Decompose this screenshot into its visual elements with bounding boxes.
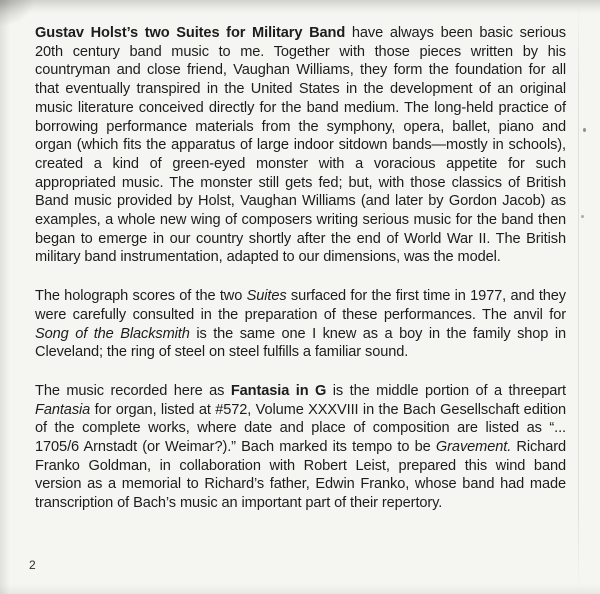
- page-edge-left-shadow: [0, 0, 10, 594]
- text-run-italic: Suites: [246, 288, 287, 305]
- text-run-italic: Gravement.: [435, 439, 512, 456]
- text-run-normal: The holograph scores of the two: [35, 288, 247, 305]
- page-corner-shadow: [0, 0, 34, 26]
- text-run-normal: The music recorded here as: [35, 382, 231, 399]
- text-run-normal: have always been basic serious 20th century band music to me. Together with those pieces written by his countryman and close friend, Vaughan Williams, they form the foundation for all that eventually transpired in the United States in the development of an original music literature conceived directly for the band medium. The long-held practice of borrowing performance materials from the symphony, opera, ballet, piano and organ (which fits the apparatus of large indoor sitdown bands—mostly in schools), created a kind of green-eyed monster with a voracious appetite for such appropriated music. The monster still gets fed; but, with those classics of British Band music provided by Holst, Vaughan Williams (and later by Gordon Jacob) as examples, a whole new wing of composers writing serious music for the band then began to emerge in our country shortly after the end of World War II. The British military band instrumentation, adapted to our dimensions, was the model.: [35, 25, 566, 266]
- text-run-italic: Fantasia: [35, 401, 91, 418]
- page-edge-bottom-shadow: [0, 584, 600, 594]
- paragraph-holograph-scores: [35, 287, 566, 362]
- text-run-normal: is the same one I knew as a boy in the family shop in Cleveland; the ring of steel on steel fulfills a familiar sound.: [35, 325, 567, 361]
- text-run-normal: for organ, listed at #572, Volume XXXVIII in the Bach Gesellschaft edition of the complete works, where date and place of composition are listed as “... 1705/6 Arnstadt (or Weimar?).” Bach marked its tempo to be: [35, 401, 566, 456]
- liner-notes-text: [35, 24, 566, 513]
- scan-speck: [581, 215, 584, 218]
- text-run-bold: Fantasia in G: [230, 382, 327, 399]
- page-edge-top-shadow: [0, 0, 600, 14]
- paragraph-fantasia-in-g: [35, 382, 566, 513]
- paragraph-holst-suites: [35, 24, 566, 267]
- text-run-normal: Richard Franko Goldman, in collaboration with Robert Leist, prepared this wind band version as a memorial to Richard’s father, Edwin Franko, whose band had made transcription of Bach’s music an important part of their repertory.: [35, 439, 567, 512]
- page-number: 2: [29, 558, 36, 572]
- text-run-normal: surfaced for the first time in 1977, and they were carefully consulted in the preparation of these performances. The anvil for: [35, 288, 567, 323]
- text-run-bold: Gustav Holst’s two Suites for Military Band: [35, 25, 346, 41]
- text-run-normal: is the middle portion of a threepart: [326, 382, 566, 399]
- scan-speck: [583, 128, 586, 132]
- page-edge-right-line: [578, 0, 579, 594]
- text-run-italic: Song of the Blacksmith: [35, 325, 190, 342]
